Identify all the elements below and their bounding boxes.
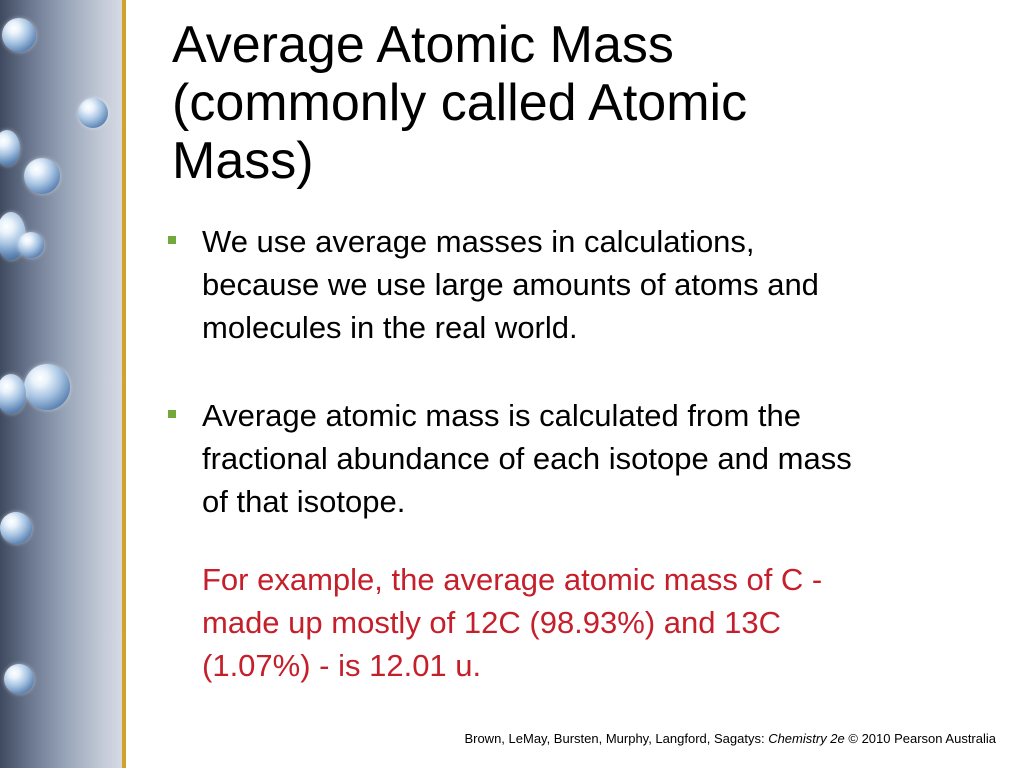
bullet-text-line: Average atomic mass is calculated from the: [202, 398, 802, 433]
droplet-icon: [4, 664, 34, 694]
droplet-icon: [24, 364, 70, 410]
droplet-icon: [0, 130, 20, 166]
example-text-line: made up mostly of 12C (98.93%) and 13C: [202, 605, 781, 640]
title-line: Average Atomic Mass: [172, 16, 674, 74]
droplet-icon: [78, 98, 108, 128]
bullet-item: [162, 394, 982, 523]
droplet-icon: [24, 158, 60, 194]
bullet-list: [162, 220, 982, 687]
slide-title: [172, 16, 992, 190]
footer-authors: Brown, LeMay, Bursten, Murphy, Langford, Sagatys:: [464, 731, 769, 746]
droplet-icon: [0, 374, 26, 414]
droplet-icon: [18, 232, 44, 258]
side-edge-accent: [122, 0, 126, 768]
citation-footer: [464, 731, 996, 746]
title-line: (commonly called Atomic: [172, 74, 748, 132]
green-square-bullet-icon: [168, 236, 176, 244]
footer-copyright: © 2010 Pearson Australia: [844, 731, 996, 746]
bullet-text-line: molecules in the real world.: [202, 310, 578, 345]
droplet-icon: [2, 18, 36, 52]
example-paragraph: [162, 558, 982, 687]
bullet-text-line: We use average masses in calculations,: [202, 224, 755, 259]
example-text-line: For example, the average atomic mass of C -: [202, 562, 823, 597]
decorative-side-band: [0, 0, 122, 768]
bullet-text-line: because we use large amounts of atoms and: [202, 267, 819, 302]
bullet-text-line: fractional abundance of each isotope and mass: [202, 441, 852, 476]
bullet-item: [162, 220, 982, 349]
title-line: Mass): [172, 132, 314, 190]
bullet-text-line: of that isotope.: [202, 484, 406, 519]
green-square-bullet-icon: [168, 410, 176, 418]
footer-book-title: Chemistry 2e: [768, 731, 845, 746]
droplet-icon: [0, 512, 32, 544]
example-text-line: (1.07%) - is 12.01 u.: [202, 648, 482, 683]
